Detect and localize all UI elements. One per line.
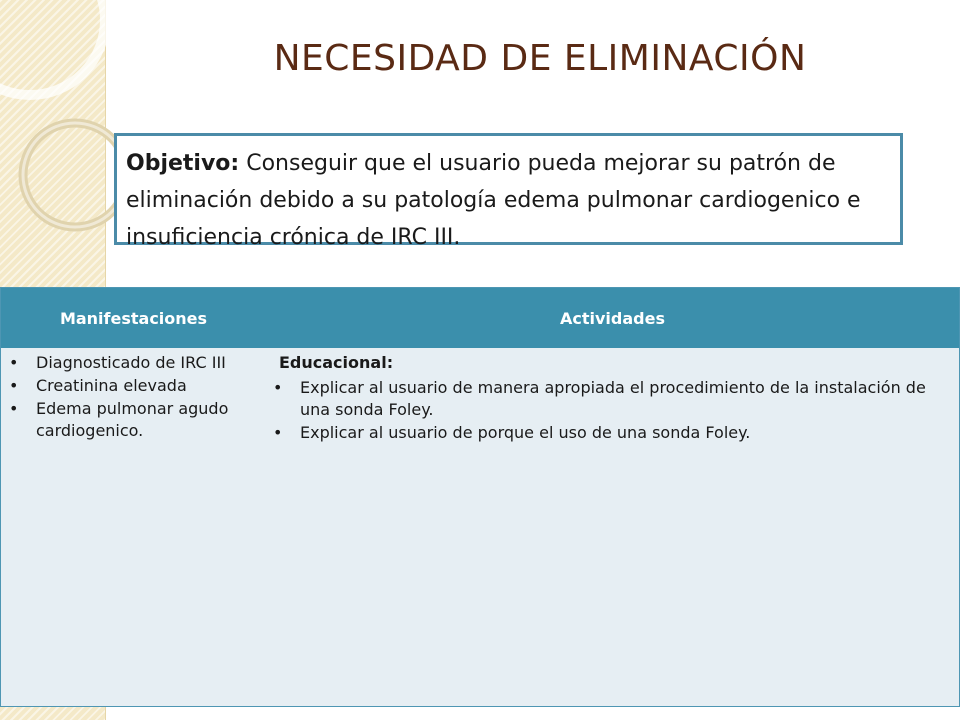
list-item: • Explicar al usuario de porque el uso de una sonda Foley. — [273, 423, 751, 442]
objective-text: Conseguir que el usuario pueda mejorar su patrón de eliminación debido a su patología edema pulmonar cardiogenico e insuficiencia crónica de IRC III. — [126, 151, 861, 250]
list-item: • Diagnosticado de IRC III — [9, 353, 226, 372]
list-item: • Explicar al usuario de manera apropiada el procedimiento de la instalación de una sonda Foley. — [273, 378, 926, 419]
table-header — [1, 288, 959, 348]
actividades-list — [273, 377, 939, 444]
care-table — [0, 287, 960, 707]
manifestaciones-column — [1, 352, 265, 445]
header-manifestaciones: Manifestaciones — [59, 308, 208, 328]
actividades-column — [265, 352, 959, 445]
header-actividades: Actividades — [560, 308, 665, 328]
manifestaciones-list — [9, 352, 265, 442]
objective-box — [114, 133, 903, 250]
list-item: • Creatinina elevada — [9, 376, 187, 395]
actividades-heading: Educacional: — [279, 353, 394, 372]
decorative-circles — [0, 0, 130, 300]
table-body — [1, 348, 959, 445]
slide-title: NECESIDAD DE ELIMINACIÓN — [273, 38, 807, 79]
list-item: • Edema pulmonar agudo cardiogenico. — [9, 399, 229, 440]
objective-label: Objetivo: — [126, 151, 240, 176]
